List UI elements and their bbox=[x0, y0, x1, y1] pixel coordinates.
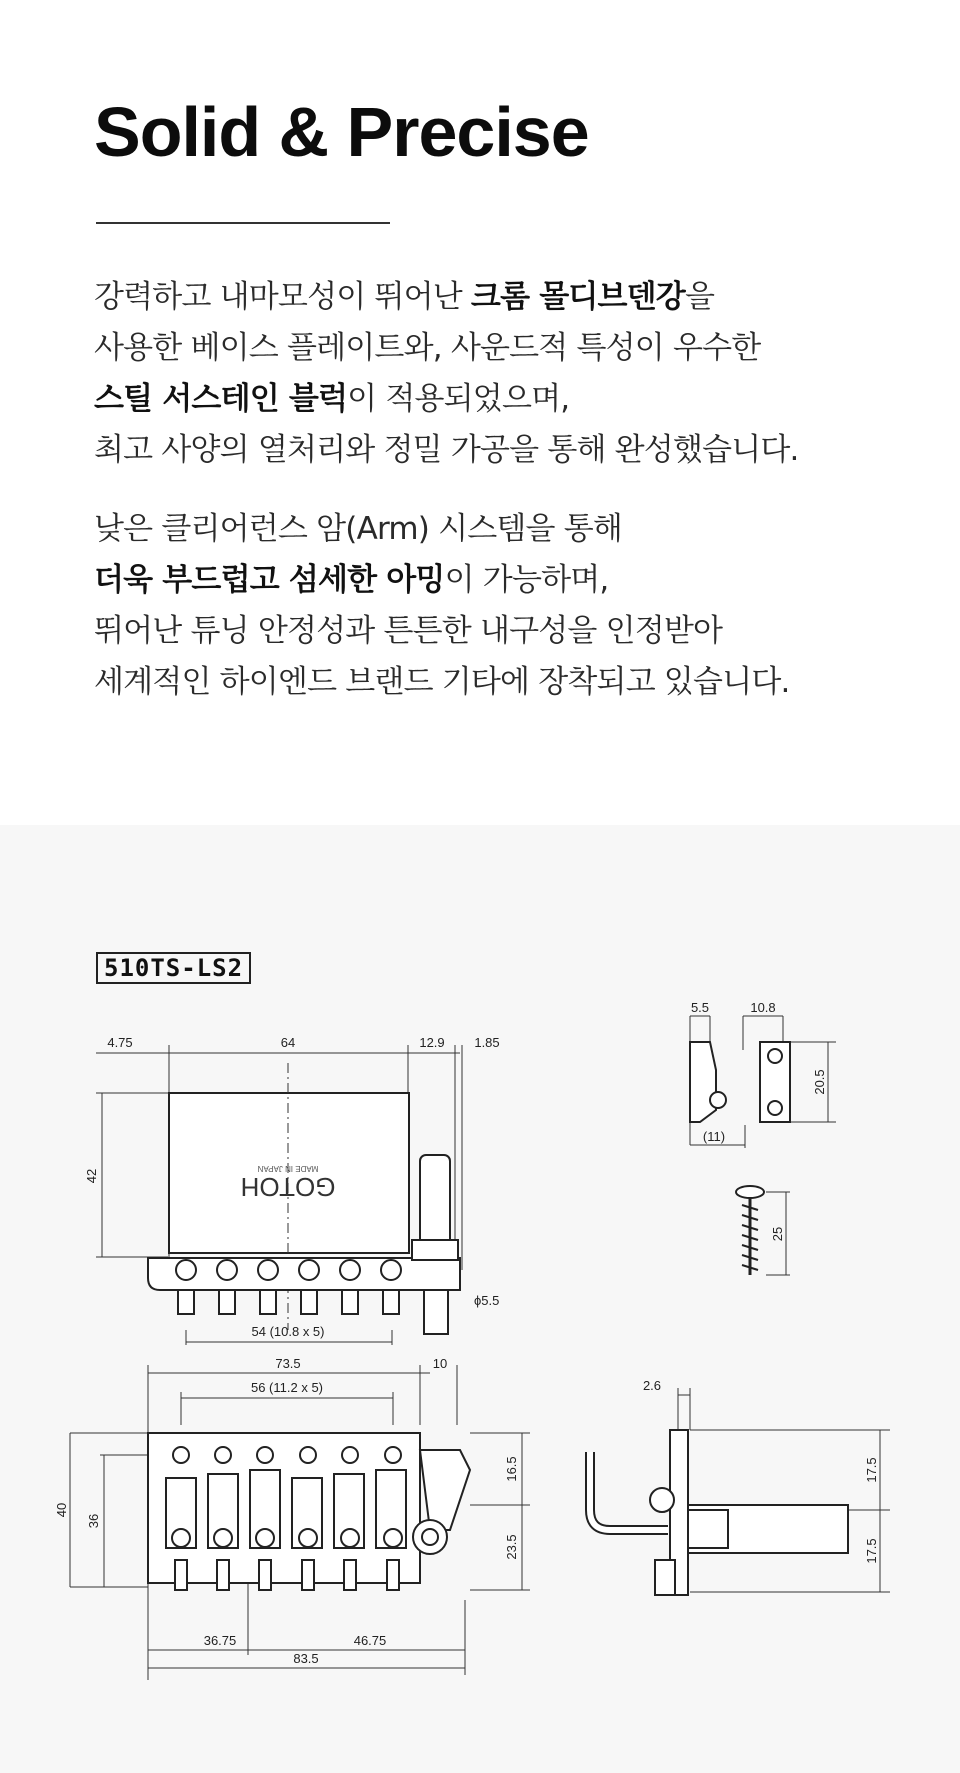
dim-5-5-diameter: ϕ5.5 bbox=[474, 1293, 500, 1308]
dim-23-5: 23.5 bbox=[504, 1534, 519, 1560]
text-segment: 강력하고 내마모성이 뛰어난 bbox=[94, 279, 471, 315]
dim-54: 54 (10.8 x 5) bbox=[251, 1324, 325, 1339]
text-segment: 이 가능하며, bbox=[444, 562, 609, 598]
brand-logo-text: GOTOH bbox=[240, 1172, 336, 1202]
dim-36-75: 36.75 bbox=[203, 1633, 237, 1648]
dim-42: 42 bbox=[84, 1168, 99, 1184]
dim-17-5-upper: 17.5 bbox=[864, 1457, 879, 1483]
page-title: Solid & Precise bbox=[94, 93, 589, 171]
text-segment: 이 적용되었으며, bbox=[347, 381, 570, 417]
brand-logo-subtext: MADE IN JAPAN bbox=[257, 1164, 319, 1173]
dim-12-9: 12.9 bbox=[419, 1035, 445, 1050]
dim-2-6: 2.6 bbox=[642, 1378, 662, 1393]
dim-1-85: 1.85 bbox=[474, 1035, 500, 1050]
paragraph-1-line-4: 최고 사양의 열처리와 정밀 가공을 통해 완성했습니다. bbox=[94, 432, 799, 468]
dim-16-5: 16.5 bbox=[504, 1456, 519, 1482]
dim-10: 10 bbox=[432, 1356, 448, 1371]
paragraph-2-line-3: 뛰어난 튜닝 안정성과 튼튼한 내구성을 인정받아 bbox=[94, 613, 723, 649]
model-number-label: 510TS-LS2 bbox=[96, 952, 251, 984]
dim-17-5-lower: 17.5 bbox=[864, 1538, 879, 1564]
paragraph-1-line-2: 사용한 베이스 플레이트와, 사운드적 특성이 우수한 bbox=[94, 330, 761, 366]
dim-64: 64 bbox=[280, 1035, 296, 1050]
dim-10-8: 10.8 bbox=[750, 1000, 776, 1015]
dim-46-75: 46.75 bbox=[353, 1633, 387, 1648]
dim-4-75: 4.75 bbox=[107, 1035, 133, 1050]
dim-73-5: 73.5 bbox=[275, 1356, 301, 1371]
dim-20-5: 20.5 bbox=[812, 1069, 827, 1095]
paragraph-2-line-4: 세계적인 하이엔드 브랜드 기타에 장착되고 있습니다. bbox=[94, 664, 790, 700]
dim-40: 40 bbox=[54, 1502, 69, 1518]
emphasis-text: 크롬 몰디브덴강 bbox=[470, 279, 685, 315]
text-segment: 을 bbox=[684, 279, 715, 315]
paragraph-2-line-1: 낮은 클리어런스 암(Arm) 시스템을 통해 bbox=[94, 511, 623, 547]
dim-11: (11) bbox=[702, 1129, 726, 1144]
dim-56: 56 (11.2 x 5) bbox=[250, 1380, 324, 1395]
emphasis-text: 스틸 서스테인 블럭 bbox=[94, 381, 348, 417]
dim-5-5: 5.5 bbox=[690, 1000, 710, 1015]
dim-83-5: 83.5 bbox=[293, 1651, 319, 1666]
dim-36: 36 bbox=[86, 1513, 101, 1529]
emphasis-text: 더욱 부드럽고 섬세한 아밍 bbox=[94, 562, 445, 598]
dim-25: 25 bbox=[770, 1226, 785, 1242]
top-view bbox=[70, 1365, 530, 1680]
side-profile-view bbox=[590, 1388, 890, 1595]
